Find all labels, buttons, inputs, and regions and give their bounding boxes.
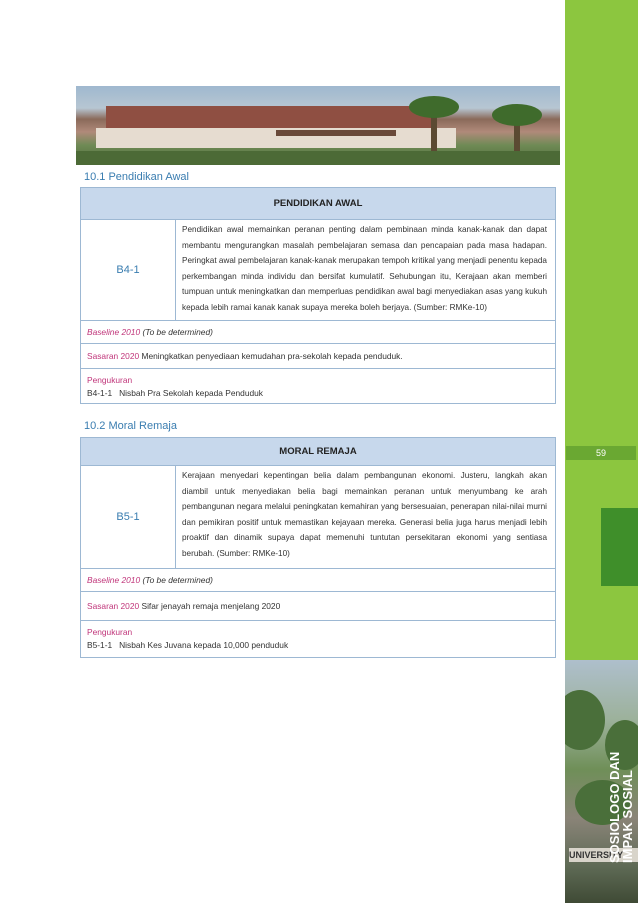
chapter-title [608,733,634,863]
baseline-label: Baseline [87,575,120,585]
measurement-label: Pengukuran [87,627,133,637]
target-label: Sasaran 2020 [87,601,140,611]
chapter-title-line-1: SOSIOLOGO DAN [607,751,622,863]
side-tab-marker [601,508,638,586]
building-sign [276,130,396,136]
indicator-description: Kerajaan menyedari kepentingan belia dalam pembangunan ekonomi. Justeru, langkah akan diambil untuk menyediakan belia bagi memainkan peranan untuk menyumbang ke arah pembangunan negara melalui peningkatan kemahiran yang bersesuaian, penerapan nilai-nilai murni dan pemikiran positif untuk memastikan kejayaan mereka. Generasi belia juga harus menjadi lebih proaktif dan dinamik supaya dapat memenuhi tuntutan persekitaran ekonomi yang sentiasa berubah. (Sumber: RMKe-10) [182,471,547,558]
target-value: Sifar jenayah remaja menjelang 2020 [141,601,281,611]
lawn [76,151,560,165]
section-heading: 10.2 Moral Remaja [84,420,177,432]
target-row [81,592,555,621]
measurement-label: Pengukuran [87,375,133,385]
measurement-code: B4-1-1 [87,388,113,398]
university-sign: UNIVERSITY [569,848,638,862]
indicator-code: B5-1 [81,466,176,568]
header-building-photo [76,86,560,165]
baseline-year: 2010 [121,327,141,337]
baseline-label: Baseline [87,327,120,337]
target-label: Sasaran 2020 [87,351,140,361]
measurement-row [81,369,555,403]
baseline-value: (To be determined) [142,575,213,585]
target-value: Meningkatkan penyediaan kemudahan pra-sekolah kepada penduduk. [141,351,403,361]
description-row [81,466,555,569]
palm-crown [409,96,459,118]
indicator-code: B4-1 [81,220,176,320]
palm-crown [492,104,542,126]
indicator-table [80,187,556,404]
baseline-row [81,569,555,592]
measurement-code: B5-1-1 [87,640,113,650]
indicator-table [80,437,556,658]
baseline-year: 2010 [121,575,141,585]
baseline-row [81,321,555,344]
chapter-title-line-2: IMPAK SOSIAL [620,770,635,863]
measurement-item [87,387,549,400]
measurement-item [87,639,549,652]
tree [565,690,605,750]
target-row [81,344,555,369]
table-title: PENDIDIKAN AWAL [81,188,555,220]
baseline-value: (To be determined) [142,327,213,337]
page-number: 59 [566,446,636,460]
measurement-value: Nisbah Pra Sekolah kepada Penduduk [119,388,263,398]
section-heading: 10.1 Pendidikan Awal [84,171,189,183]
measurement-value: Nisbah Kes Juvana kepada 10,000 penduduk [119,640,289,650]
indicator-description: Pendidikan awal memainkan peranan penting dalam pembinaan minda kanak-kanak dan dapat membantu mengurangkan masalah pembelajaran semasa dan pencapaian pada masa hadapan. Peringkat awal pembelajaran kanak-kanak merupakan tempoh kritikal yang menjadi penentu kepada perkembangan minda individu dan bersifat kumulatif. Sehubungan itu, Kerajaan akan memberi tumpuan untuk meningkatkan dan memperluas pendidikan awal bagi menyediakan asas yang kukuh kepada lebih ramai kanak kanak supaya mereka boleh berjaya. (Sumber: RMKe-10) [182,225,547,312]
table-title: MORAL REMAJA [81,438,555,466]
description-row [81,220,555,321]
measurement-row [81,621,555,657]
